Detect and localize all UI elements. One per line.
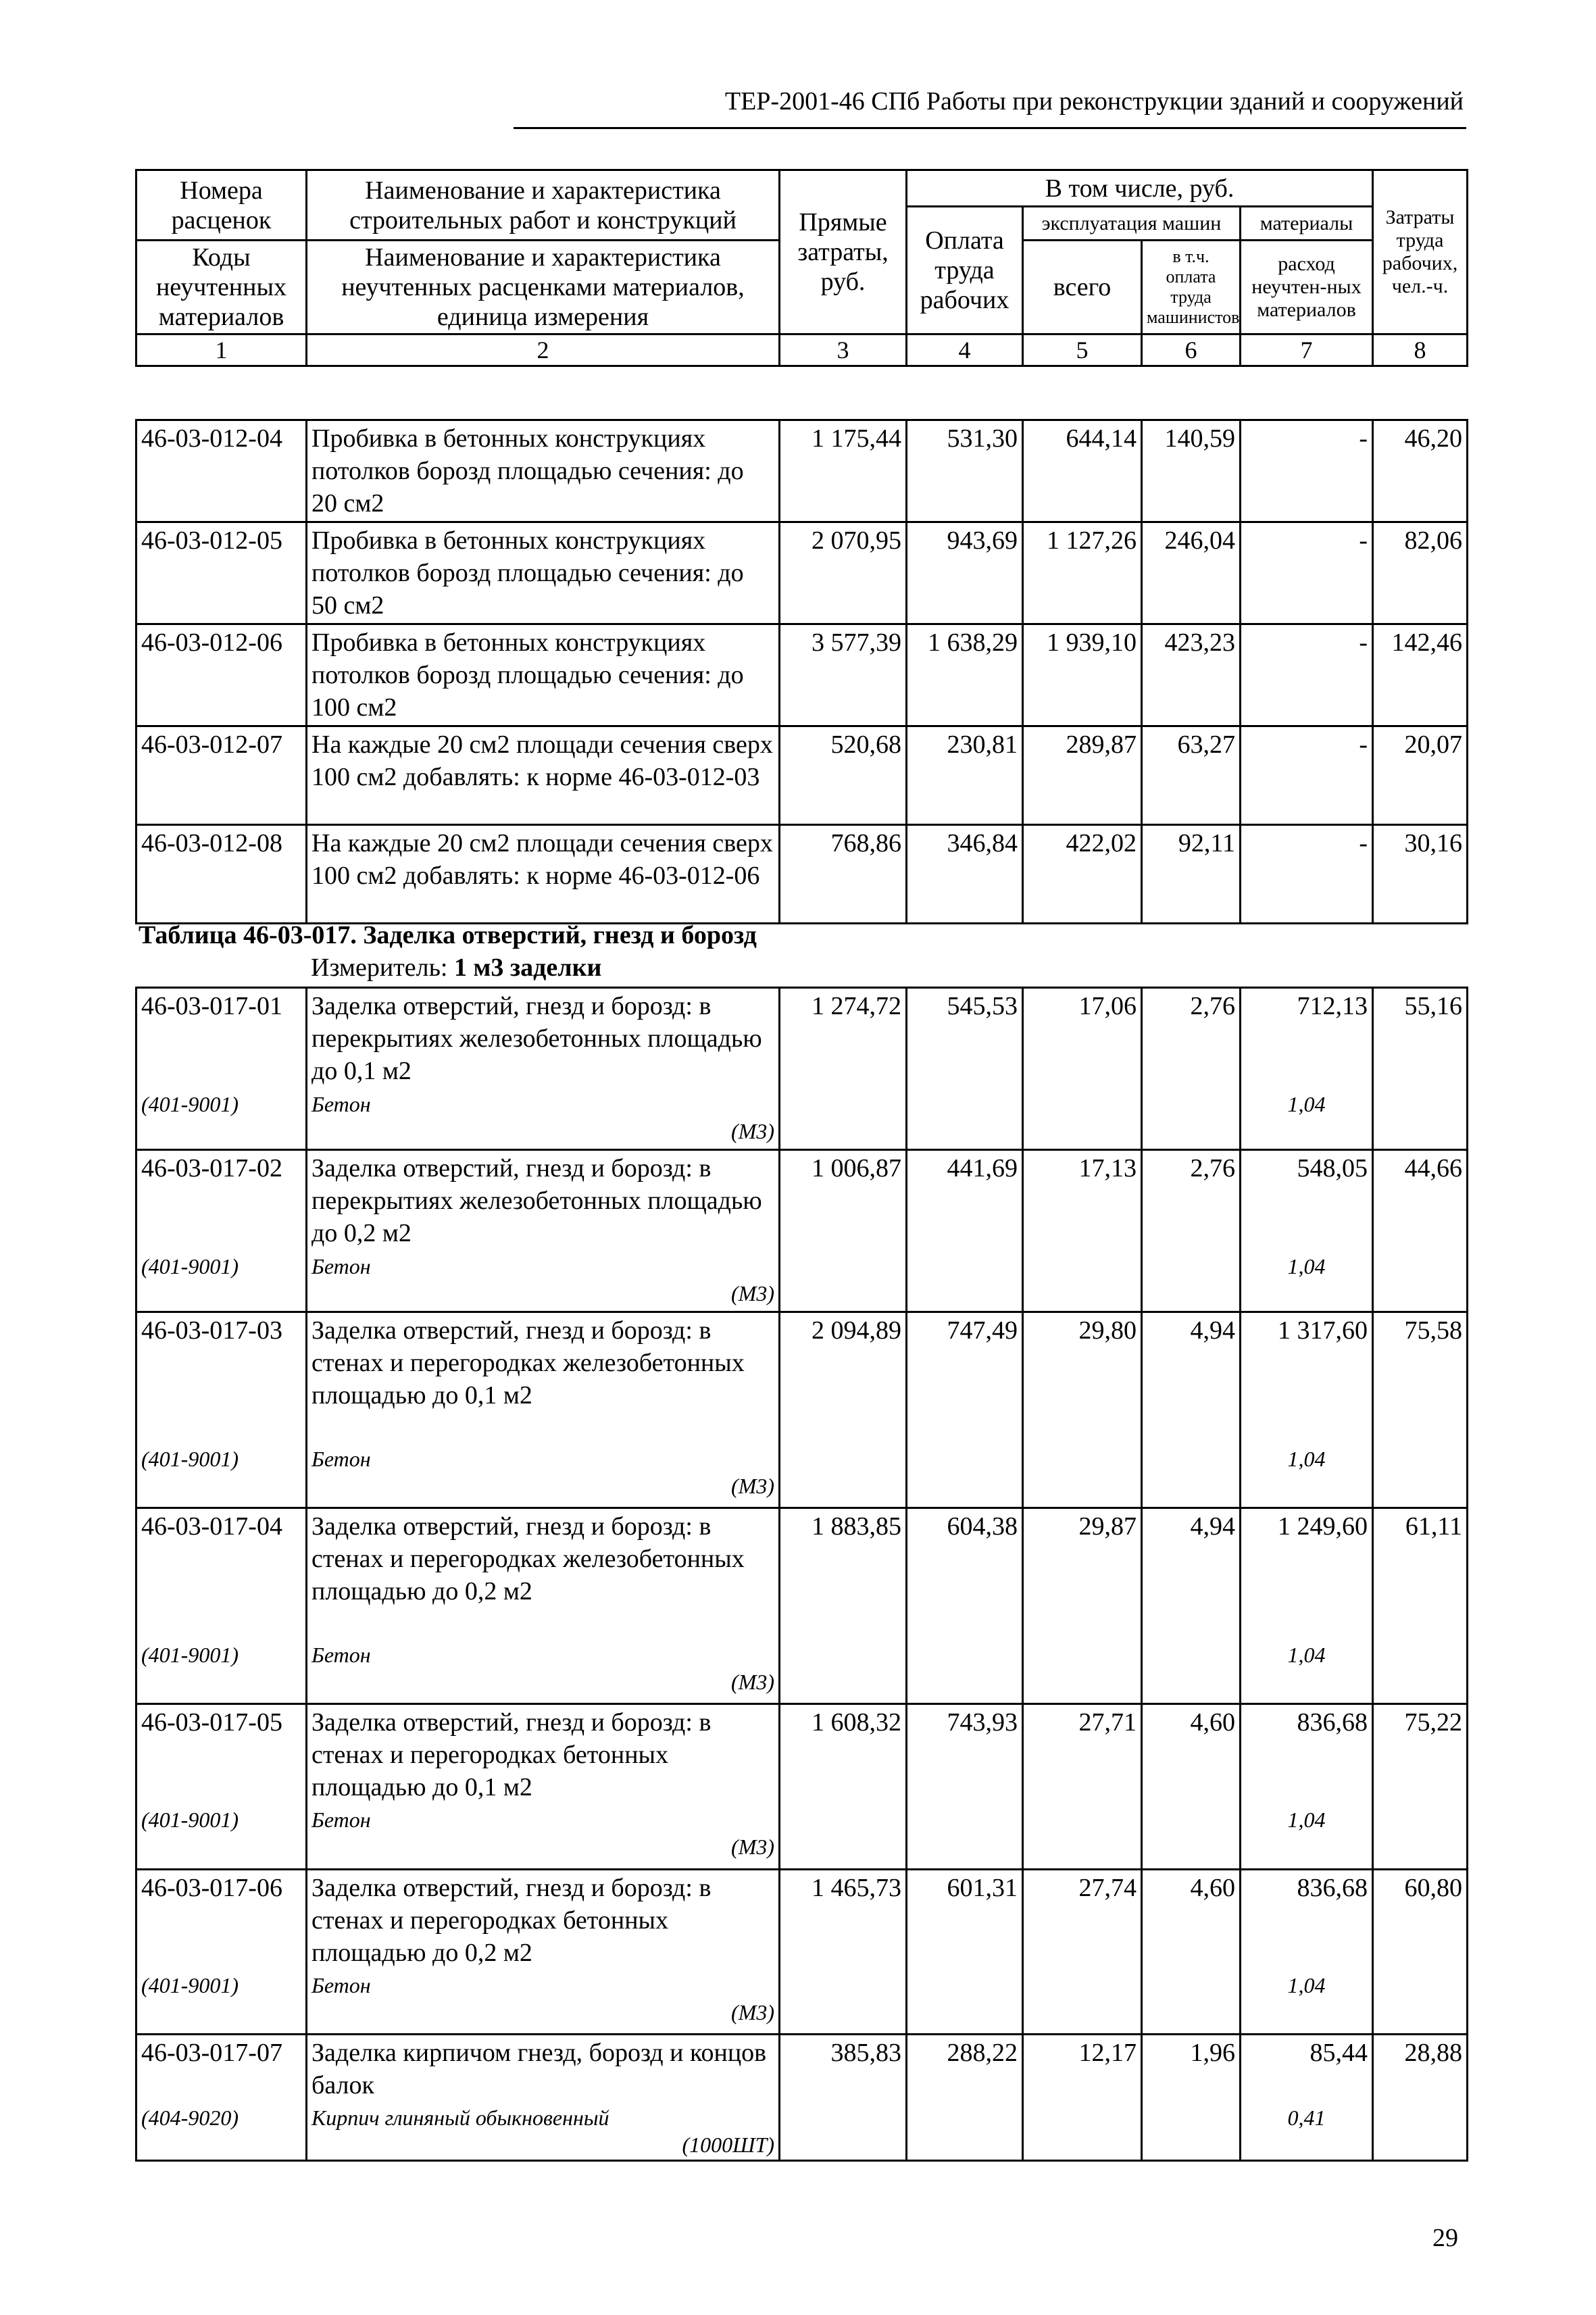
machine-cost: 12,17 xyxy=(1023,2035,1142,2104)
col7-header: расход неучтен-ных материалов xyxy=(1241,241,1373,334)
empty-cell xyxy=(1023,1089,1142,1150)
table-row xyxy=(136,726,1468,825)
direct-cost: 2 094,89 xyxy=(780,1312,907,1444)
empty-cell xyxy=(1023,1251,1142,1312)
operator-cost: 1,96 xyxy=(1142,2035,1241,2104)
direct-cost: 1 274,72 xyxy=(780,988,907,1089)
empty-cell xyxy=(780,1089,907,1150)
labor-cost: 346,84 xyxy=(907,825,1023,924)
empty-cell xyxy=(780,1970,907,2035)
labor-hours: 30,16 xyxy=(1373,825,1468,924)
empty-cell xyxy=(907,1805,1023,1869)
machine-cost: 29,80 xyxy=(1023,1312,1142,1444)
material-name: Бетон xyxy=(311,1091,371,1116)
col-number: 7 xyxy=(1241,334,1373,366)
machine-cost: 27,71 xyxy=(1023,1704,1142,1806)
work-name: Пробивка в бетонных конструкциях потолков борозд площадью сечения: до 100 см2 xyxy=(307,624,780,726)
work-name: Заделка отверстий, гнезд и борозд: в перекрытиях железобетонных площадью до 0,2 м2 xyxy=(307,1150,780,1251)
machines-header: эксплуатация машин xyxy=(1023,207,1241,241)
material-row xyxy=(136,2103,1468,2161)
direct-cost: 768,86 xyxy=(780,825,907,924)
empty-cell xyxy=(1142,1970,1241,2035)
empty-cell xyxy=(1142,1640,1241,1704)
page-header xyxy=(514,86,1466,129)
material-name-cell xyxy=(307,1089,780,1150)
table-row xyxy=(136,1312,1468,1444)
empty-cell xyxy=(780,1640,907,1704)
material-name: Бетон xyxy=(311,1642,371,1667)
material-unit: (М3) xyxy=(731,1118,774,1143)
machine-cost: 422,02 xyxy=(1023,825,1142,924)
empty-cell xyxy=(1142,1089,1241,1150)
operator-cost: 246,04 xyxy=(1142,522,1241,624)
col-number: 1 xyxy=(136,334,307,366)
material-name-cell xyxy=(307,1640,780,1704)
col2-header-top: Наименование и характеристика строительных работ и конструкций xyxy=(307,170,780,241)
material-quantity: 1,04 xyxy=(1241,1970,1373,2035)
empty-cell xyxy=(1373,1089,1468,1150)
empty-cell xyxy=(907,2103,1023,2161)
table-row xyxy=(136,1508,1468,1640)
material-quantity: 0,41 xyxy=(1241,2103,1373,2161)
material-name-cell xyxy=(307,1444,780,1508)
direct-cost: 385,83 xyxy=(780,2035,907,2104)
direct-cost: 1 006,87 xyxy=(780,1150,907,1251)
col1-header-bottom: Коды неучтенных материалов xyxy=(136,241,307,334)
operator-cost: 423,23 xyxy=(1142,624,1241,726)
operator-cost: 4,94 xyxy=(1142,1508,1241,1640)
labor-cost: 601,31 xyxy=(907,1869,1023,1970)
col5-header: всего xyxy=(1023,241,1142,334)
group-header: В том числе, руб. xyxy=(907,170,1373,207)
empty-cell xyxy=(1023,1970,1142,2035)
rate-code: 46-03-017-06 xyxy=(136,1869,307,1970)
material-row xyxy=(136,1805,1468,1869)
material-name: Бетон xyxy=(311,1446,371,1471)
operator-cost: 140,59 xyxy=(1142,420,1241,522)
empty-cell xyxy=(1142,1805,1241,1869)
work-name: На каждые 20 см2 площади сечения сверх 100 см2 добавлять: к норме 46-03-012-03 xyxy=(307,726,780,825)
empty-cell xyxy=(907,1970,1023,2035)
material-name: Бетон xyxy=(311,1253,371,1278)
material-code: (401-9001) xyxy=(136,1251,307,1312)
empty-cell xyxy=(1142,2103,1241,2161)
col1-header-top: Номера расценок xyxy=(136,170,307,241)
table-row xyxy=(136,2035,1468,2104)
material-code: (401-9001) xyxy=(136,1444,307,1508)
measure-value: 1 м3 заделки xyxy=(454,953,602,982)
direct-cost: 1 883,85 xyxy=(780,1508,907,1640)
col3-header: Прямые затраты, руб. xyxy=(780,170,907,334)
rate-code: 46-03-012-04 xyxy=(136,420,307,522)
col-number: 3 xyxy=(780,334,907,366)
machine-cost: 1 939,10 xyxy=(1023,624,1142,726)
material-row xyxy=(136,1444,1468,1508)
col-number: 4 xyxy=(907,334,1023,366)
work-name: Заделка отверстий, гнезд и борозд: в перекрытиях железобетонных площадью до 0,1 м2 xyxy=(307,988,780,1089)
page-number: 29 xyxy=(1432,2224,1458,2252)
labor-hours: 20,07 xyxy=(1373,726,1468,825)
table-row xyxy=(136,1704,1468,1806)
document-title: ТЕР-2001-46 СПб Работы при реконструкции зданий и сооружений xyxy=(724,87,1464,116)
table-row xyxy=(136,420,1468,522)
material-unit: (М3) xyxy=(731,1835,774,1859)
direct-cost: 1 608,32 xyxy=(780,1704,907,1806)
table-row xyxy=(136,825,1468,924)
material-code: (401-9001) xyxy=(136,1805,307,1869)
rates-table-017 xyxy=(135,987,1468,2162)
rate-code: 46-03-017-05 xyxy=(136,1704,307,1806)
table-title-017: Таблица 46-03-017. Заделка отверстий, гнезд и борозд xyxy=(139,921,757,949)
materials-cost: - xyxy=(1241,420,1373,522)
material-unit: (1000ШТ) xyxy=(682,2133,774,2157)
empty-cell xyxy=(1142,1444,1241,1508)
machine-cost: 644,14 xyxy=(1023,420,1142,522)
labor-cost: 230,81 xyxy=(907,726,1023,825)
labor-hours: 142,46 xyxy=(1373,624,1468,726)
rate-code: 46-03-017-02 xyxy=(136,1150,307,1251)
machine-cost: 17,13 xyxy=(1023,1150,1142,1251)
col-number: 5 xyxy=(1023,334,1142,366)
materials-cost: 85,44 xyxy=(1241,2035,1373,2104)
labor-cost: 545,53 xyxy=(907,988,1023,1089)
material-row xyxy=(136,1251,1468,1312)
labor-hours: 60,80 xyxy=(1373,1869,1468,1970)
machine-cost: 27,74 xyxy=(1023,1869,1142,1970)
labor-cost: 531,30 xyxy=(907,420,1023,522)
empty-cell xyxy=(1023,1640,1142,1704)
labor-cost: 747,49 xyxy=(907,1312,1023,1444)
material-quantity: 1,04 xyxy=(1241,1089,1373,1150)
empty-cell xyxy=(907,1640,1023,1704)
work-name: Заделка отверстий, гнезд и борозд: в стенах и перегородках бетонных площадью до 0,1 м2 xyxy=(307,1704,780,1806)
work-name: Заделка отверстий, гнезд и борозд: в стенах и перегородках железобетонных площадью до 0,1 м2 xyxy=(307,1312,780,1444)
operator-cost: 2,76 xyxy=(1142,1150,1241,1251)
empty-cell xyxy=(907,1444,1023,1508)
column-header-table xyxy=(135,169,1468,367)
table-row xyxy=(136,1869,1468,1970)
empty-cell xyxy=(1373,1444,1468,1508)
measure-line xyxy=(311,953,601,982)
material-name: Кирпич глиняный обыкновенный xyxy=(311,2106,609,2130)
material-unit: (М3) xyxy=(731,1669,774,1694)
empty-cell xyxy=(780,1251,907,1312)
work-name: Пробивка в бетонных конструкциях потолков борозд площадью сечения: до 50 см2 xyxy=(307,522,780,624)
operator-cost: 4,60 xyxy=(1142,1704,1241,1806)
material-row xyxy=(136,1089,1468,1150)
rate-code: 46-03-017-07 xyxy=(136,2035,307,2104)
labor-hours: 28,88 xyxy=(1373,2035,1468,2104)
material-code: (401-9001) xyxy=(136,1089,307,1150)
labor-cost: 1 638,29 xyxy=(907,624,1023,726)
material-code: (401-9001) xyxy=(136,1970,307,2035)
materials-cost: 1 317,60 xyxy=(1241,1312,1373,1444)
rates-table-012 xyxy=(135,419,1468,924)
material-row xyxy=(136,1970,1468,2035)
empty-cell xyxy=(780,1444,907,1508)
labor-hours: 46,20 xyxy=(1373,420,1468,522)
work-name: Заделка кирпичом гнезд, борозд и концов балок xyxy=(307,2035,780,2104)
empty-cell xyxy=(1373,1805,1468,1869)
empty-cell xyxy=(1023,2103,1142,2161)
material-name-cell xyxy=(307,1970,780,2035)
materials-cost: - xyxy=(1241,522,1373,624)
work-name: Заделка отверстий, гнезд и борозд: в стенах и перегородках железобетонных площадью до 0,2 м2 xyxy=(307,1508,780,1640)
materials-cost: - xyxy=(1241,624,1373,726)
rate-code: 46-03-017-04 xyxy=(136,1508,307,1640)
material-row xyxy=(136,1640,1468,1704)
empty-cell xyxy=(907,1089,1023,1150)
material-name-cell xyxy=(307,2103,780,2161)
operator-cost: 4,60 xyxy=(1142,1869,1241,1970)
rate-code: 46-03-012-06 xyxy=(136,624,307,726)
operator-cost: 2,76 xyxy=(1142,988,1241,1089)
col6-header: в т.ч. оплата труда машинистов xyxy=(1142,241,1241,334)
materials-cost: 712,13 xyxy=(1241,988,1373,1089)
materials-cost: 836,68 xyxy=(1241,1869,1373,1970)
work-name: Пробивка в бетонных конструкциях потолков борозд площадью сечения: до 20 см2 xyxy=(307,420,780,522)
col-number: 8 xyxy=(1373,334,1468,366)
labor-cost: 441,69 xyxy=(907,1150,1023,1251)
operator-cost: 4,94 xyxy=(1142,1312,1241,1444)
material-name: Бетон xyxy=(311,1808,371,1832)
rate-code: 46-03-012-07 xyxy=(136,726,307,825)
empty-cell xyxy=(780,1805,907,1869)
table-row xyxy=(136,522,1468,624)
direct-cost: 520,68 xyxy=(780,726,907,825)
empty-cell xyxy=(1373,1251,1468,1312)
materials-header: материалы xyxy=(1241,207,1373,241)
labor-hours: 61,11 xyxy=(1373,1508,1468,1640)
labor-hours: 55,16 xyxy=(1373,988,1468,1089)
material-quantity: 1,04 xyxy=(1241,1251,1373,1312)
work-name: Заделка отверстий, гнезд и борозд: в стенах и перегородках бетонных площадью до 0,2 м2 xyxy=(307,1869,780,1970)
empty-cell xyxy=(1373,2103,1468,2161)
empty-cell xyxy=(1023,1444,1142,1508)
direct-cost: 1 175,44 xyxy=(780,420,907,522)
materials-cost: - xyxy=(1241,726,1373,825)
col-number: 2 xyxy=(307,334,780,366)
material-unit: (М3) xyxy=(731,1999,774,2024)
empty-cell xyxy=(1023,1805,1142,1869)
machine-cost: 289,87 xyxy=(1023,726,1142,825)
work-name: На каждые 20 см2 площади сечения сверх 100 см2 добавлять: к норме 46-03-012-06 xyxy=(307,825,780,924)
direct-cost: 2 070,95 xyxy=(780,522,907,624)
rate-code: 46-03-017-01 xyxy=(136,988,307,1089)
empty-cell xyxy=(1373,1640,1468,1704)
measure-label: Измеритель: xyxy=(311,953,448,982)
rate-code: 46-03-012-08 xyxy=(136,825,307,924)
table-row xyxy=(136,988,1468,1089)
empty-cell xyxy=(1373,1970,1468,2035)
col-number: 6 xyxy=(1142,334,1241,366)
empty-cell xyxy=(780,2103,907,2161)
material-quantity: 1,04 xyxy=(1241,1444,1373,1508)
table-row xyxy=(136,624,1468,726)
empty-cell xyxy=(907,1251,1023,1312)
operator-cost: 63,27 xyxy=(1142,726,1241,825)
col2-header-bottom: Наименование и характеристика неучтенных расценками материалов, единица измерения xyxy=(307,241,780,334)
table-row xyxy=(136,1150,1468,1251)
materials-cost: 548,05 xyxy=(1241,1150,1373,1251)
direct-cost: 3 577,39 xyxy=(780,624,907,726)
labor-hours: 75,58 xyxy=(1373,1312,1468,1444)
material-name-cell xyxy=(307,1251,780,1312)
labor-hours: 75,22 xyxy=(1373,1704,1468,1806)
materials-cost: 836,68 xyxy=(1241,1704,1373,1806)
col8-header: Затраты труда рабочих, чел.-ч. xyxy=(1373,170,1468,334)
labor-cost: 288,22 xyxy=(907,2035,1023,2104)
material-quantity: 1,04 xyxy=(1241,1640,1373,1704)
material-unit: (М3) xyxy=(731,1473,774,1498)
labor-hours: 82,06 xyxy=(1373,522,1468,624)
material-quantity: 1,04 xyxy=(1241,1805,1373,1869)
labor-cost: 943,69 xyxy=(907,522,1023,624)
empty-cell xyxy=(1142,1251,1241,1312)
col4-header: Оплата труда рабочих xyxy=(907,207,1023,334)
labor-cost: 604,38 xyxy=(907,1508,1023,1640)
rate-code: 46-03-012-05 xyxy=(136,522,307,624)
machine-cost: 29,87 xyxy=(1023,1508,1142,1640)
labor-cost: 743,93 xyxy=(907,1704,1023,1806)
material-name-cell xyxy=(307,1805,780,1869)
materials-cost: 1 249,60 xyxy=(1241,1508,1373,1640)
material-unit: (М3) xyxy=(731,1280,774,1305)
machine-cost: 1 127,26 xyxy=(1023,522,1142,624)
operator-cost: 92,11 xyxy=(1142,825,1241,924)
machine-cost: 17,06 xyxy=(1023,988,1142,1089)
rate-code: 46-03-017-03 xyxy=(136,1312,307,1444)
material-code: (401-9001) xyxy=(136,1640,307,1704)
material-name: Бетон xyxy=(311,1972,371,1997)
labor-hours: 44,66 xyxy=(1373,1150,1468,1251)
direct-cost: 1 465,73 xyxy=(780,1869,907,1970)
materials-cost: - xyxy=(1241,825,1373,924)
material-code: (404-9020) xyxy=(136,2103,307,2161)
